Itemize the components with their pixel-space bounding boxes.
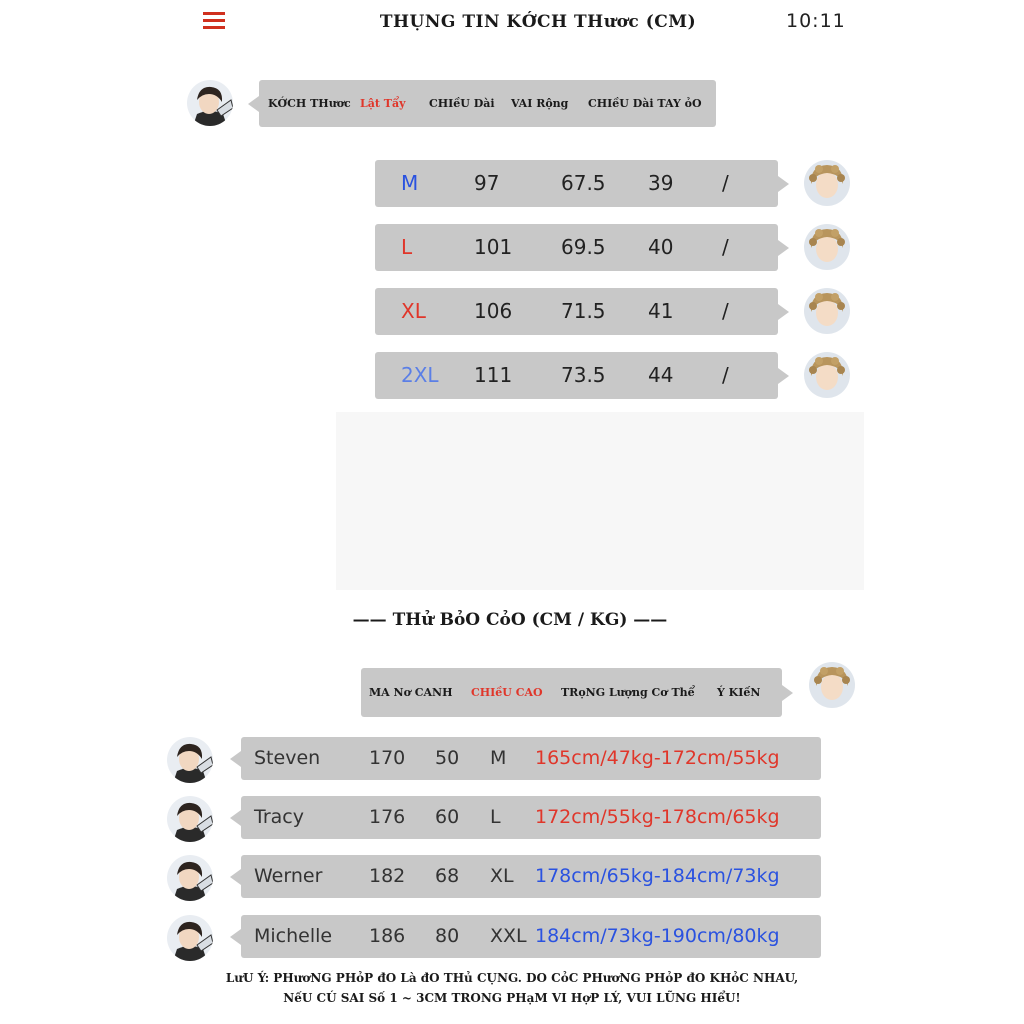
curly-avatar-icon bbox=[809, 662, 855, 708]
boy-avatar-icon bbox=[167, 855, 213, 901]
height-value: 170 bbox=[369, 747, 406, 769]
shoulder-value: 39 bbox=[648, 171, 674, 195]
avatar-boy bbox=[167, 915, 213, 965]
sleeve-value: / bbox=[722, 299, 729, 323]
trial-row bbox=[241, 796, 821, 839]
shoulder-value: 44 bbox=[648, 363, 674, 387]
fit-range: 178cm/65kg-184cm/73kg bbox=[535, 865, 780, 887]
length-value: 71.5 bbox=[561, 299, 606, 323]
size-label: M bbox=[490, 747, 507, 769]
size-label: L bbox=[490, 806, 501, 828]
col-header-length: CHIềU Dài bbox=[429, 97, 495, 110]
avatar-curly bbox=[804, 352, 850, 402]
chest-value: 97 bbox=[474, 171, 500, 195]
weight-value: 68 bbox=[435, 865, 460, 887]
height-value: 182 bbox=[369, 865, 406, 887]
avatar-boy bbox=[167, 737, 213, 787]
curly-avatar-icon bbox=[804, 352, 850, 398]
boy-avatar-icon bbox=[167, 737, 213, 783]
length-value: 67.5 bbox=[561, 171, 606, 195]
avatar-curly bbox=[804, 160, 850, 210]
size-label: XL bbox=[401, 299, 426, 323]
model-name: Tracy bbox=[254, 806, 304, 828]
avatar-curly bbox=[804, 224, 850, 274]
size-row bbox=[375, 160, 778, 207]
size-header-bubble bbox=[259, 80, 716, 127]
weight-value: 50 bbox=[435, 747, 460, 769]
weight-value: 80 bbox=[435, 925, 460, 947]
avatar-boy bbox=[167, 796, 213, 846]
col-header-size: KỚCH THươc bbox=[268, 97, 351, 110]
trial-row bbox=[241, 915, 821, 958]
size-row bbox=[375, 224, 778, 271]
fit-range: 184cm/73kg-190cm/80kg bbox=[535, 925, 780, 947]
size-label: XL bbox=[490, 865, 514, 887]
sleeve-value: / bbox=[722, 171, 729, 195]
chest-value: 111 bbox=[474, 363, 513, 387]
col-header-opinion: Ý KIếN bbox=[717, 686, 761, 699]
length-value: 69.5 bbox=[561, 235, 606, 259]
note-line-1: LưU Ý: PHươNG PHỏP đO Là đO THủ CỤNG. DO CỏC PHươNG PHỏP đO KHỏC NHAU, bbox=[225, 971, 799, 985]
avatar-curly bbox=[809, 662, 855, 712]
height-value: 186 bbox=[369, 925, 406, 947]
weight-value: 60 bbox=[435, 806, 460, 828]
col-header-chest: Lật Tẩy bbox=[360, 97, 406, 110]
boy-avatar-icon bbox=[167, 915, 213, 961]
fit-range: 165cm/47kg-172cm/55kg bbox=[535, 747, 780, 769]
size-label: 2XL bbox=[401, 363, 439, 387]
col-header-height: CHIềU CAO bbox=[471, 686, 543, 699]
size-label: M bbox=[401, 171, 419, 195]
avatar-curly bbox=[804, 288, 850, 338]
shoulder-value: 41 bbox=[648, 299, 674, 323]
model-name: Michelle bbox=[254, 925, 333, 947]
chest-value: 101 bbox=[474, 235, 513, 259]
blank-panel bbox=[336, 412, 864, 590]
curly-avatar-icon bbox=[804, 288, 850, 334]
col-header-model: MA Nơ CANH bbox=[369, 686, 453, 699]
size-label: L bbox=[401, 235, 413, 259]
boy-avatar-icon bbox=[167, 796, 213, 842]
model-name: Steven bbox=[254, 747, 321, 769]
section-divider: —— THử BỏO CỏO (CM / KG) —— bbox=[352, 610, 668, 630]
page-title: THỤNG TIN KỚCH THươc (CM) bbox=[379, 12, 697, 32]
size-row bbox=[375, 352, 778, 399]
note-line-2: NếU CÚ SAI Số 1 ~ 3CM TRONG PHạM VI HợP LÝ, VUI LŨNG HIểU! bbox=[283, 991, 741, 1005]
trial-row bbox=[241, 855, 821, 898]
trial-row bbox=[241, 737, 821, 780]
curly-avatar-icon bbox=[804, 160, 850, 206]
fit-range: 172cm/55kg-178cm/65kg bbox=[535, 806, 780, 828]
shoulder-value: 40 bbox=[648, 235, 674, 259]
model-name: Werner bbox=[254, 865, 323, 887]
col-header-shoulder: VAI Rộng bbox=[511, 97, 569, 110]
avatar-boy bbox=[187, 80, 233, 130]
size-row bbox=[375, 288, 778, 335]
col-header-weight: TRọNG Lượng Cơ Thể bbox=[561, 686, 695, 699]
curly-avatar-icon bbox=[804, 224, 850, 270]
height-value: 176 bbox=[369, 806, 406, 828]
status-time: 10:11 bbox=[786, 10, 846, 32]
chest-value: 106 bbox=[474, 299, 513, 323]
sleeve-value: / bbox=[722, 363, 729, 387]
boy-avatar-icon bbox=[187, 80, 233, 126]
size-label: XXL bbox=[490, 925, 527, 947]
length-value: 73.5 bbox=[561, 363, 606, 387]
trial-header-bubble bbox=[361, 668, 782, 717]
sleeve-value: / bbox=[722, 235, 729, 259]
avatar-boy bbox=[167, 855, 213, 905]
col-header-sleeve: CHIềU Dài TAY ỏO bbox=[588, 97, 702, 110]
